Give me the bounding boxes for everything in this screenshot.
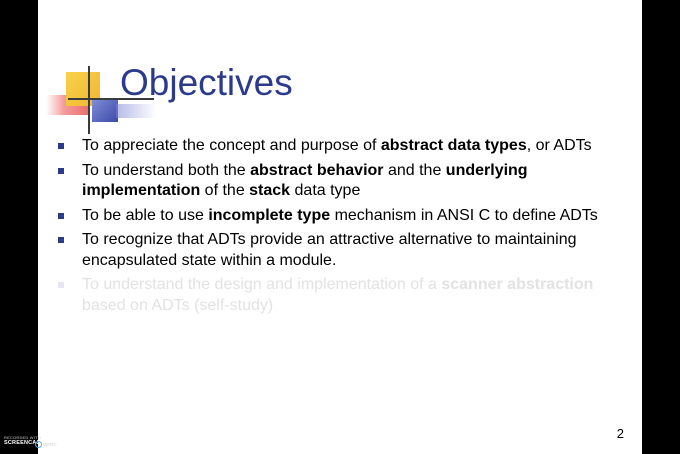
bullet-text	[82, 137, 592, 154]
vertical-line-shape	[88, 66, 90, 134]
bullet-text-bold: abstract behavior	[250, 161, 384, 179]
bullet-text	[82, 162, 528, 200]
bullet-text-bold: abstract data types	[380, 137, 527, 154]
objectives-list	[58, 136, 628, 320]
bullet-item	[58, 161, 628, 202]
bullet-text-segment: , or ADTs	[526, 137, 592, 154]
bullet-text-segment: To be able to use	[82, 206, 209, 224]
watermark-matic-label: MATIC	[43, 442, 57, 447]
bullet-text-bold: incomplete type	[208, 206, 331, 224]
bullet-text-segment: based on ADTs (self-study)	[82, 296, 274, 314]
square-bullet-icon	[58, 282, 64, 288]
bullet-text-segment: To understand both the	[82, 161, 251, 179]
bullet-text-segment: To understand the design and implementation of a	[82, 276, 442, 293]
blue-square-shape	[92, 100, 118, 122]
watermark-brand-label: SCREENCAST	[4, 440, 44, 446]
bullet-text	[82, 207, 598, 224]
presentation-slide	[38, 0, 642, 454]
bullet-text	[82, 276, 593, 314]
bullet-item	[58, 206, 628, 227]
screencast-logo-icon	[35, 441, 42, 448]
bullet-text-bold: underlying implementation	[82, 161, 528, 199]
bullet-text-segment: data type	[290, 182, 361, 199]
page-number: 2	[616, 426, 624, 441]
watermark-recorded-label: RECORDED WITH	[4, 435, 41, 440]
bullet-item	[58, 230, 628, 271]
bullet-text-segment: and the	[383, 161, 446, 179]
square-bullet-icon	[58, 143, 64, 149]
slide-title: Objectives	[120, 62, 293, 103]
blue-fade-shape	[116, 104, 156, 118]
bullet-text-bold: stack	[249, 182, 291, 199]
bullet-text-segment: To appreciate the concept and purpose of	[82, 137, 381, 154]
bullet-item-faded	[58, 275, 628, 316]
screencast-watermark	[2, 435, 62, 453]
square-bullet-icon	[58, 237, 64, 243]
bullet-text-segment: mechanism in ANSI C to define ADTs	[330, 206, 598, 224]
bullet-text	[82, 231, 577, 269]
square-bullet-icon	[58, 213, 64, 219]
bullet-text-segment: To recognize that ADTs provide an attractive alternative to maintaining encapsulated state within a module.	[82, 231, 577, 269]
square-bullet-icon	[58, 168, 64, 174]
bullet-text-bold: scanner abstraction	[441, 276, 594, 293]
bullet-text-segment: of the	[200, 182, 250, 199]
bullet-item	[58, 136, 628, 157]
